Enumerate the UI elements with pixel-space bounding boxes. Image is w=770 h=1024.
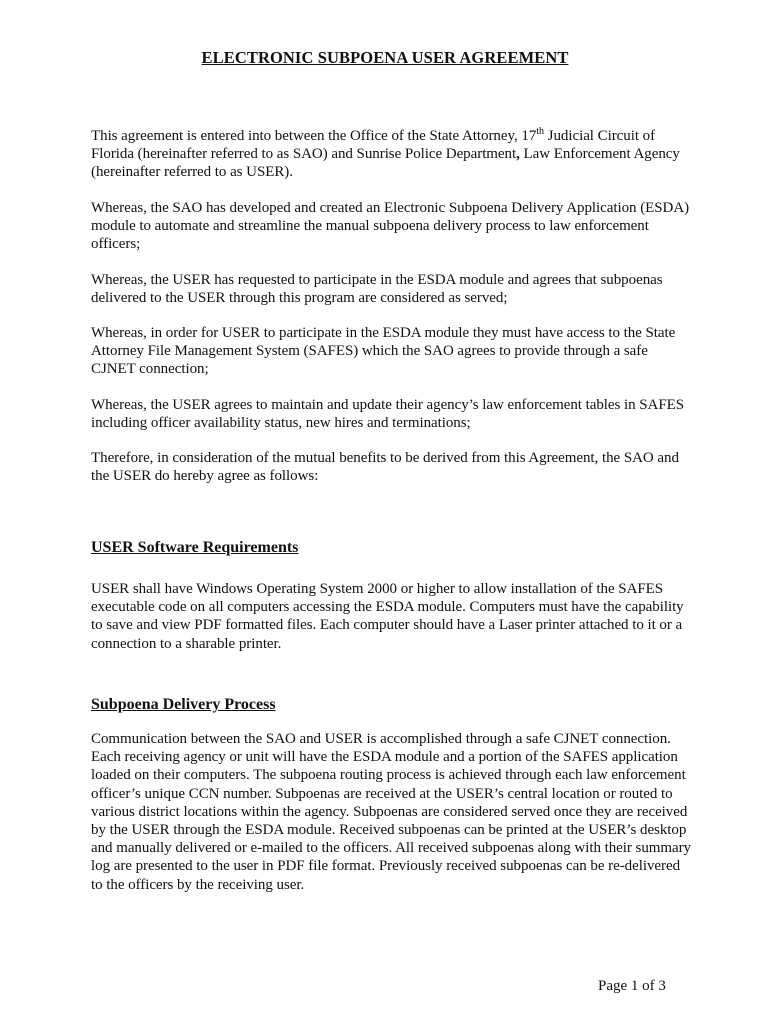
intro-text-part2: Judicial Circuit of Florida (hereinafter referred to as SAO) and Sunrise Police Department <box>91 128 656 163</box>
page-number: Page 1 of 3 <box>598 978 666 994</box>
intro-paragraph <box>91 127 691 182</box>
intro-text-part1: This agreement is entered into between the Office of the State Attorney, 17 <box>91 128 537 144</box>
therefore-paragraph: Therefore, in consideration of the mutual benefits to be derived from this Agreement, the SAO and the USER do hereby agree as follows: <box>91 450 679 485</box>
software-requirements-body: USER shall have Windows Operating System 2000 or higher to allow installation of the SAFES executable code on all computers accessing the ESDA module. Computers must have the capability to save and view PDF formatted files. Each computer should have a Laser printer attached to it or a connection to a sharable printer. <box>91 581 684 652</box>
ordinal-superscript: th <box>536 126 544 137</box>
delivery-process-heading: Subpoena Delivery Process <box>91 696 276 713</box>
whereas-paragraph-4: Whereas, the USER agrees to maintain and update their agency’s law enforcement tables in SAFES including officer availability status, new hires and terminations; <box>91 397 685 432</box>
intro-bold-comma: , <box>516 146 520 163</box>
document-title: ELECTRONIC SUBPOENA USER AGREEMENT <box>201 48 569 67</box>
intro-text-part3: Law Enforcement Agency (hereinafter referred to as USER). <box>91 146 680 181</box>
delivery-process-body: Communication between the SAO and USER is accomplished through a safe CJNET connection. Each receiving agency or unit will have the ESDA module and a portion of the SAFES application loaded on their computers. The subpoena routing process is achieved through each law enforcement officer’s unique CCN number. Subpoenas are received at the USER’s central location or routed to various district locations within the agency. Subpoenas are considered served once they are received by the USER through the ESDA module. Received subpoenas can be printed at the USER’s desktop and manually delivered or e-mailed to the officers. All received subpoenas along with their summary log are presented to the user in PDF file format. Previously received subpoenas can be re-delivered to the officers by the receiving user. <box>91 731 692 893</box>
whereas-paragraph-3: Whereas, in order for USER to participate in the ESDA module they must have access to the State Attorney File Management System (SAFES) which the SAO agrees to provide through a safe CJNET connection; <box>91 325 676 378</box>
whereas-paragraph-1: Whereas, the SAO has developed and created an Electronic Subpoena Delivery Application (ESDA) module to automate and streamline the manual subpoena delivery process to law enforcement officers; <box>91 200 690 253</box>
whereas-paragraph-2: Whereas, the USER has requested to participate in the ESDA module and agrees that subpoenas delivered to the USER through this program are considered as served; <box>91 272 663 307</box>
software-requirements-heading: USER Software Requirements <box>91 539 299 556</box>
